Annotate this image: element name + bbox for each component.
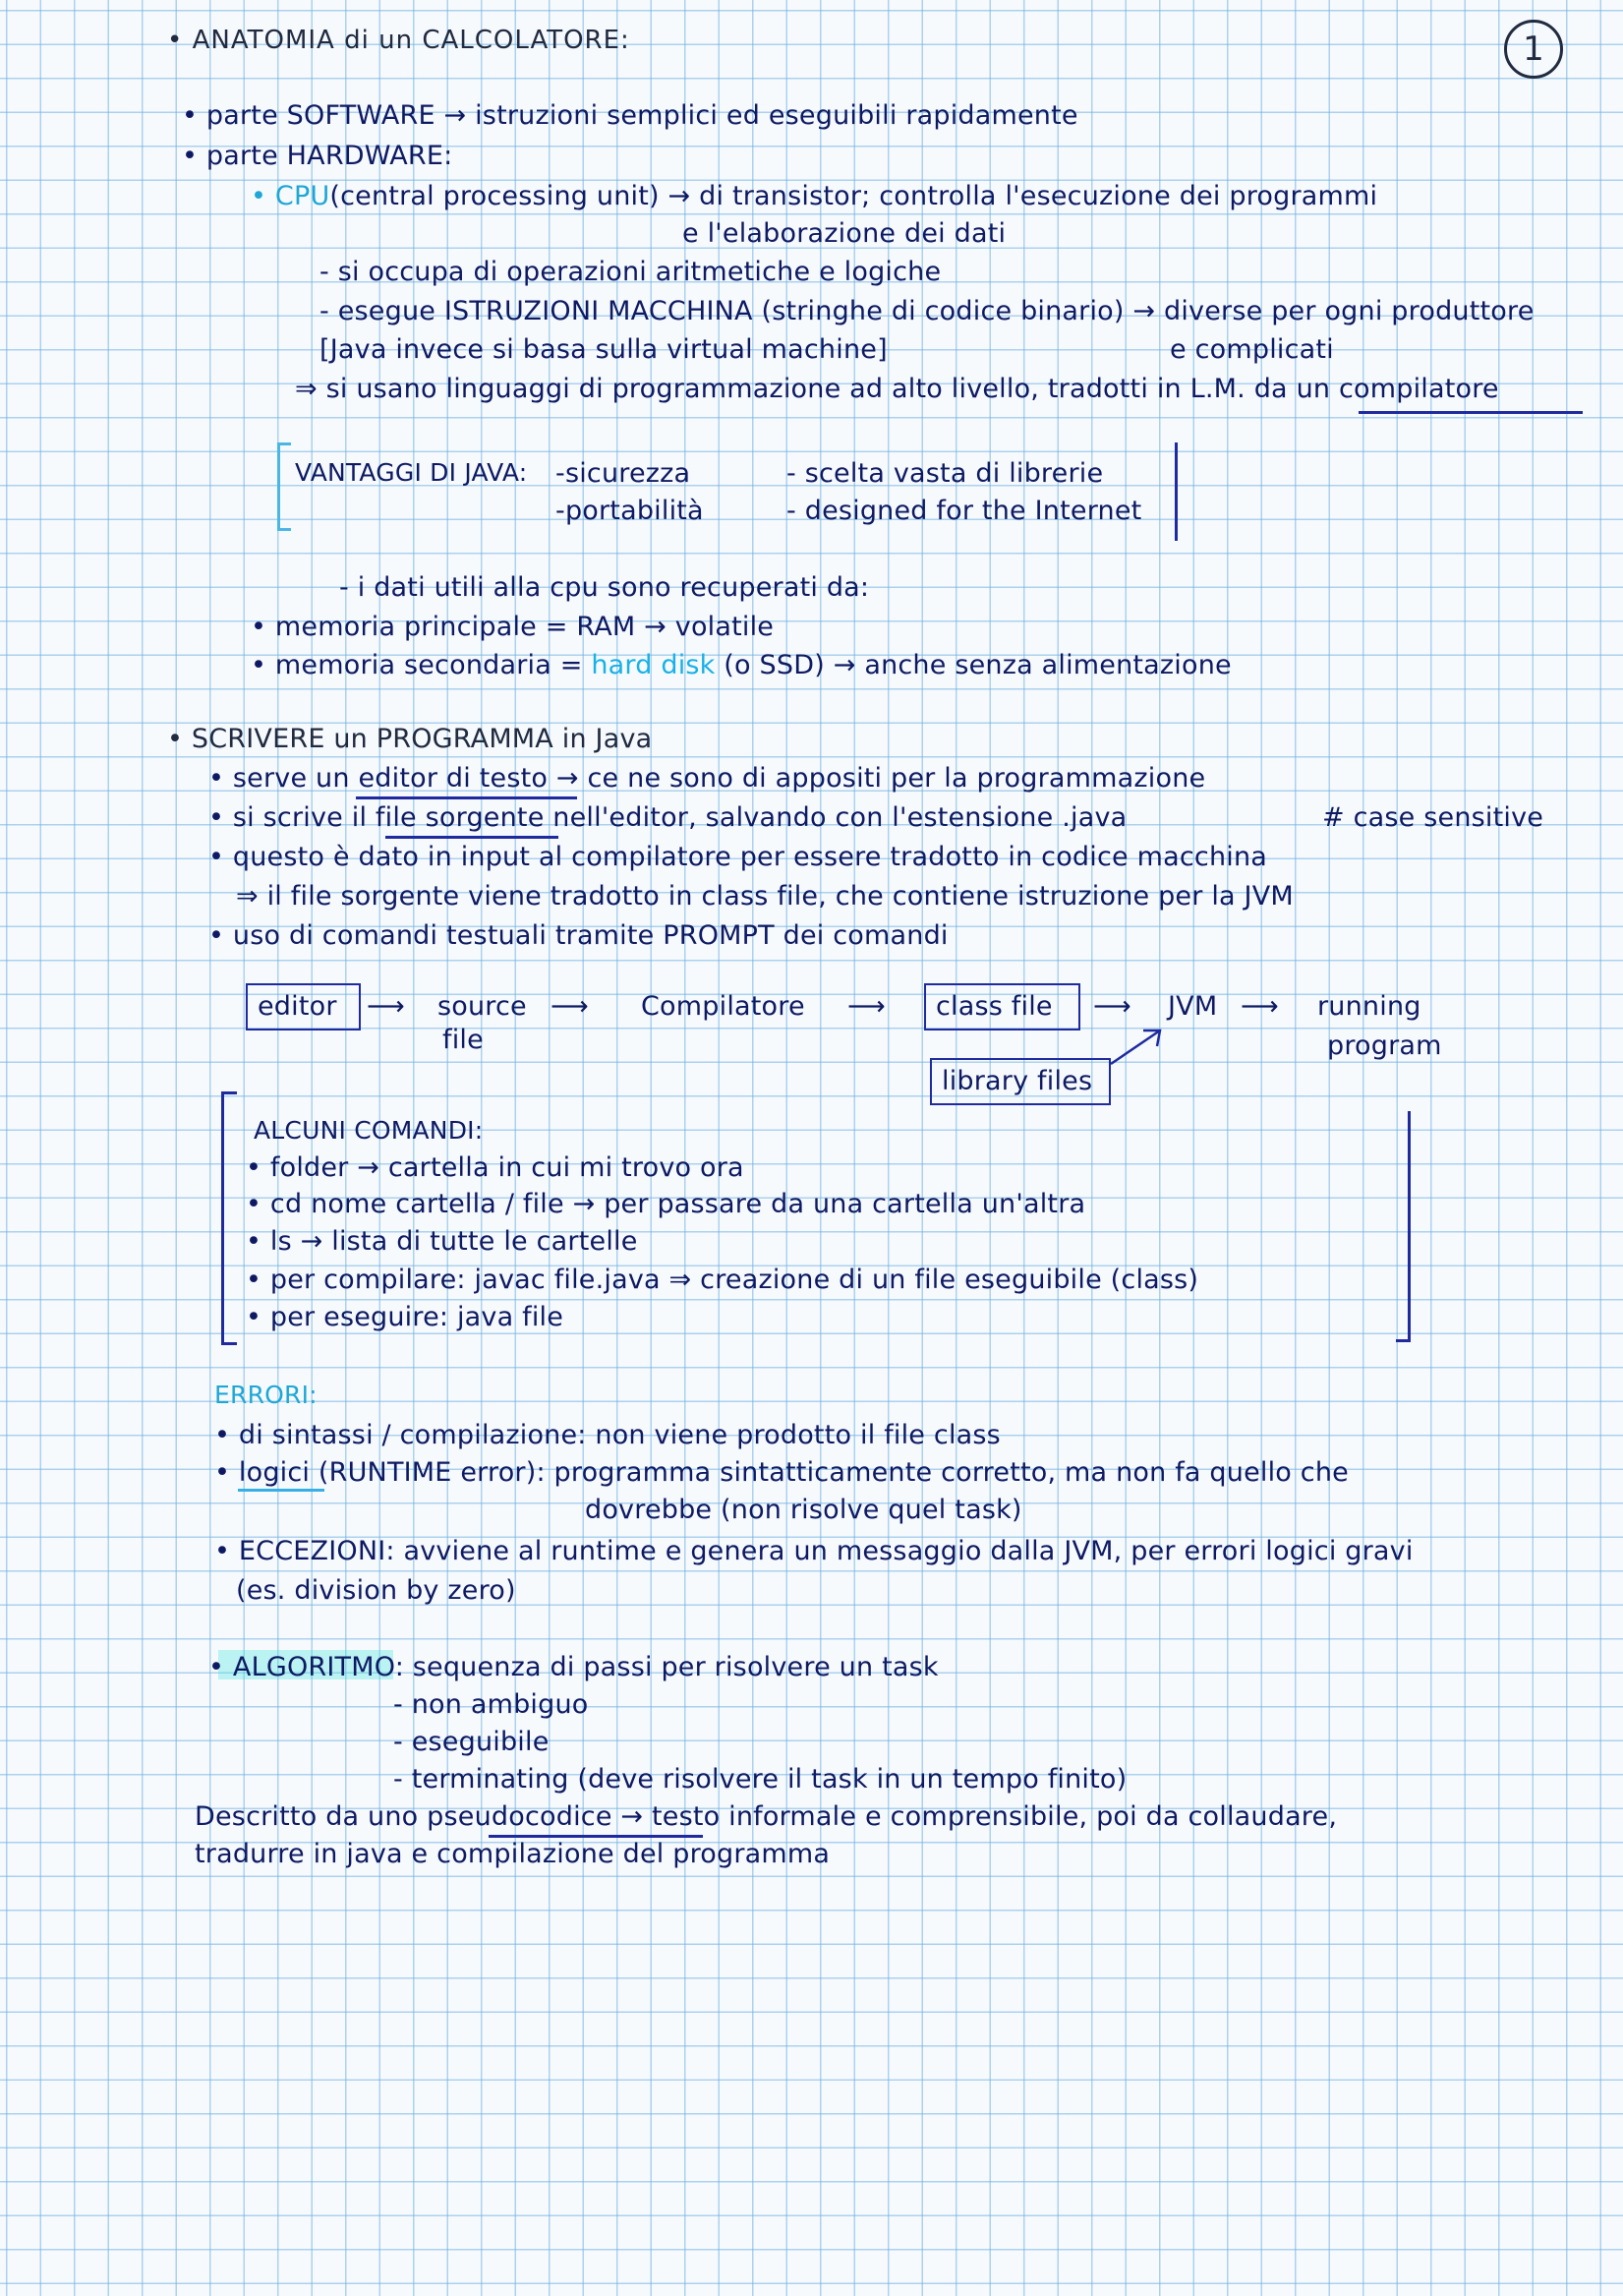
command-folder: • folder → cartella in cui mi trovo ora [246, 1152, 744, 1183]
flow-source: source [437, 991, 527, 1022]
cpu-line-continued: e l'elaborazione dei dati [682, 218, 1007, 249]
flow-arrow-4: ⟶ [1093, 991, 1131, 1022]
memory-secondary [251, 652, 1232, 678]
advantage-internet: - designed for the Internet [786, 496, 1142, 526]
error-logic: • logici (RUNTIME error): programma sintatticamente corretto, ma non fa quello che [214, 1457, 1349, 1488]
pseudocode-underline [489, 1835, 703, 1838]
flow-arrow-1: ⟶ [367, 991, 405, 1022]
commands-title: ALCUNI COMANDI: [254, 1116, 484, 1145]
cpu-line [251, 183, 1377, 209]
flow-arrow-2: ⟶ [551, 991, 589, 1022]
command-run: • per eseguire: java file [246, 1302, 564, 1332]
page-number: 1 [1504, 20, 1563, 79]
algorithm-definition: : sequenza di passi per risolvere un task [394, 1652, 939, 1682]
command-ls: • ls → lista di tutte le cartelle [246, 1226, 638, 1257]
writing-line-5: • uso di comandi testuali tramite PROMPT dei comandi [208, 920, 949, 951]
operations-line: - si occupa di operazioni aritmetiche e logiche [319, 257, 942, 287]
cpu-label: • CPU [251, 181, 330, 211]
command-cd: • cd nome cartella / file → per passare da una cartella un'altra [246, 1189, 1086, 1219]
case-sensitive-note: # case sensitive [1322, 802, 1544, 833]
flow-arrow-3: ⟶ [847, 991, 886, 1022]
hard-disk-highlight: hard disk [591, 650, 716, 680]
complicated-note: e complicati [1170, 334, 1334, 365]
commands-right-bracket [1408, 1111, 1411, 1342]
algorithm-heading: • ALGORITMO [208, 1652, 395, 1682]
memory-main: • memoria principale = RAM → volatile [251, 612, 775, 642]
writing-line-4: ⇒ il file sorgente viene tradotto in class file, che contiene istruzione per la JVM [236, 881, 1294, 912]
commands-left-bracket-top [221, 1091, 237, 1094]
writing-line-2: • si scrive il file sorgente nell'editor, salvando con l'estensione .java [208, 802, 1128, 833]
commands-left-bracket [221, 1091, 224, 1345]
advantage-libraries: - scelta vasta di librerie [786, 458, 1104, 489]
advantages-left-bracket-top [277, 442, 291, 445]
algorithm-description-1: Descritto da uno pseudocodice → testo informale e comprensibile, poi da collaudare, [195, 1801, 1338, 1832]
memory-secondary-prefix: • memoria secondaria = [251, 650, 592, 680]
commands-left-bracket-bottom [221, 1342, 237, 1345]
advantages-left-bracket-bottom [277, 528, 291, 531]
flow-editor: editor [258, 991, 337, 1022]
algorithm-description-2: tradurre in java e compilazione del programma [195, 1839, 831, 1869]
advantage-security: -sicurezza [555, 458, 691, 489]
page-title: • ANATOMIA di un CALCOLATORE: [167, 26, 630, 55]
error-logic-continued: dovrebbe (non risolve quel task) [585, 1495, 1022, 1525]
software-line: • parte SOFTWARE → istruzioni semplici ed eseguibili rapidamente [182, 100, 1078, 131]
algorithm-item-executable: - eseguibile [393, 1727, 550, 1757]
source-file-underline [385, 836, 558, 839]
error-exceptions-example: (es. division by zero) [236, 1575, 516, 1606]
flow-arrow-5: ⟶ [1241, 991, 1279, 1022]
compiler-underline [1359, 411, 1583, 414]
command-compile: • per compilare: javac file.java ⇒ creazione di un file eseguibile (class) [246, 1265, 1199, 1295]
commands-right-bracket-bottom [1396, 1339, 1411, 1342]
compiler-line: ⇒ si usano linguaggi di programmazione ad alto livello, tradotti in L.M. da un compilatore [295, 374, 1499, 404]
algorithm-heading-row [208, 1654, 939, 1680]
errors-title: ERRORI: [214, 1381, 318, 1409]
jvm-note-line: [Java invece si basa sulla virtual machine] [319, 334, 888, 365]
flow-class-file: class file [936, 991, 1053, 1022]
flow-running: running [1317, 991, 1421, 1022]
editor-underline [356, 796, 577, 799]
advantages-right-bracket [1175, 442, 1178, 541]
hardware-line: • parte HARDWARE: [182, 141, 453, 171]
flow-jvm: JVM [1168, 991, 1218, 1022]
memory-intro: - i dati utili alla cpu sono recuperati da: [339, 572, 870, 603]
cpu-description: (central processing unit) → di transistor; controlla l'esecuzione dei programmi [329, 181, 1378, 211]
flow-program: program [1327, 1030, 1442, 1061]
writing-heading: • SCRIVERE un PROGRAMMA in Java [167, 724, 653, 754]
writing-line-3: • questo è dato in input al compilatore per essere tradotto in codice macchina [208, 842, 1268, 872]
advantages-left-bracket [277, 442, 280, 531]
library-arrow [1106, 1023, 1175, 1072]
algorithm-item-unambiguous: - non ambiguo [393, 1689, 589, 1720]
flow-source-file: file [442, 1025, 484, 1055]
error-syntax: • di sintassi / compilazione: non viene prodotto il file class [214, 1420, 1001, 1450]
algorithm-item-terminating: - terminating (deve risolvere il task in un tempo finito) [393, 1764, 1128, 1795]
flow-library-files: library files [942, 1066, 1093, 1096]
memory-secondary-suffix: (o SSD) → anche senza alimentazione [715, 650, 1232, 680]
logic-underline [238, 1489, 324, 1492]
error-exceptions: • ECCEZIONI: avviene al runtime e genera un messaggio dalla JVM, per errori logici gravi [214, 1536, 1414, 1566]
writing-line-1: • serve un editor di testo → ce ne sono di appositi per la programmazione [208, 763, 1206, 794]
advantages-title: VANTAGGI DI JAVA: [295, 458, 528, 487]
flow-compiler: Compilatore [641, 991, 805, 1022]
machine-instructions-line: - esegue ISTRUZIONI MACCHINA (stringhe di codice binario) → diverse per ogni produttore [319, 296, 1535, 326]
advantage-portability: -portabilità [555, 496, 704, 526]
